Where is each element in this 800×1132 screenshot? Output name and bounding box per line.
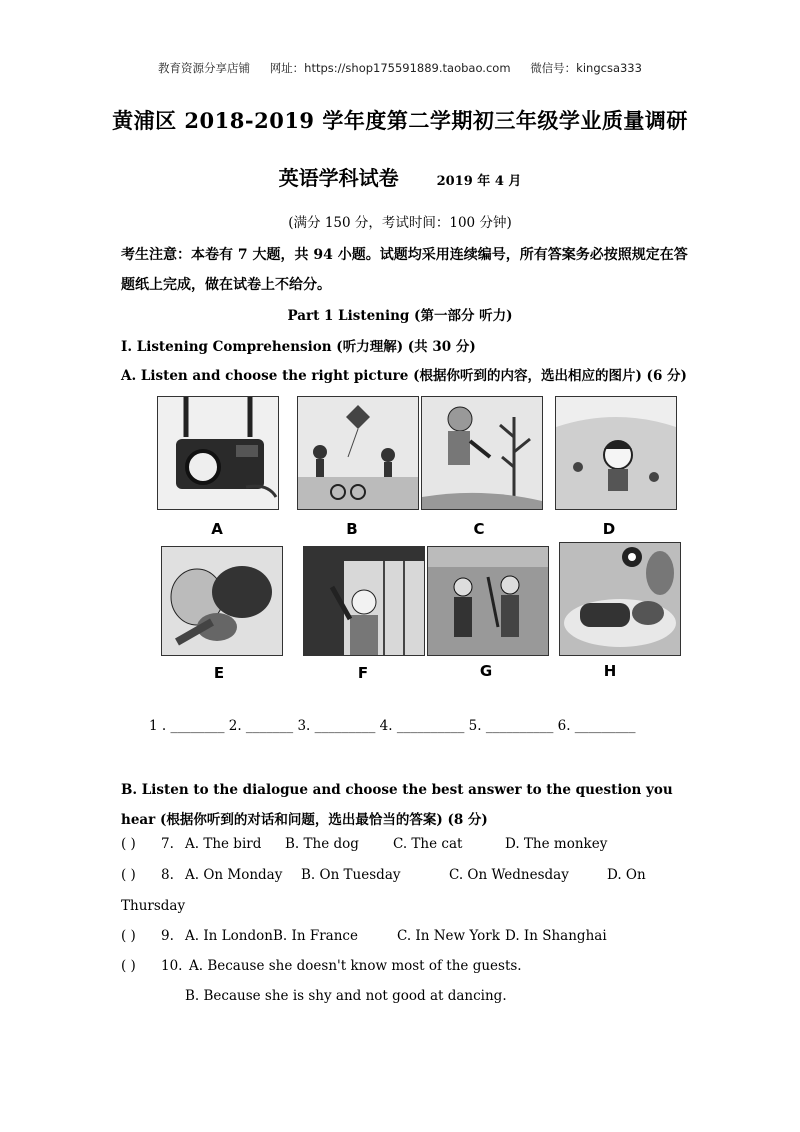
option-a: A. Because she doesn't know most of the guests. <box>189 958 522 974</box>
option-c: C. The cat <box>393 836 463 852</box>
answer-paren: ( ) <box>121 836 136 852</box>
exam-date: 2019 年 4 月 <box>436 174 522 189</box>
vegetables-picture <box>161 546 283 656</box>
option-a: A. In London <box>185 928 273 944</box>
question-8 <box>121 867 646 883</box>
answer-paren: ( ) <box>121 867 136 883</box>
section-heading: I. Listening Comprehension (听力理解) (共 30 分) <box>121 339 476 355</box>
option-a: A. On Monday <box>185 867 283 883</box>
question-10-option-b: B. Because she is shy and not good at dancing. <box>185 988 507 1004</box>
picture-label: C <box>473 520 485 538</box>
subject-title: 英语学科试卷 <box>278 166 399 190</box>
option-b: B. On Tuesday <box>301 867 401 883</box>
exam-subtitle <box>0 162 800 191</box>
picture-label: F <box>357 664 369 682</box>
answer-paren: ( ) <box>121 958 136 974</box>
camera-picture <box>157 396 279 510</box>
answer-blanks: 1 . ________ 2. _______ 3. _________ 4. __________ 5. __________ 6. _________ <box>149 718 636 734</box>
option-d: D. The monkey <box>505 836 608 852</box>
score-info: (满分 150 分，考试时间：100 分钟) <box>288 215 512 231</box>
girl-garden-picture <box>555 396 677 510</box>
bookshelf-boy-picture <box>303 546 425 656</box>
option-c: C. On Wednesday <box>449 867 569 883</box>
kite-park-picture <box>297 396 419 510</box>
picture-grid <box>157 396 667 686</box>
question-number: 10. <box>161 958 183 974</box>
question-number: 8. <box>161 867 174 883</box>
page-header <box>0 60 800 76</box>
option-a: A. The bird <box>185 836 262 852</box>
question-9 <box>121 928 607 944</box>
question-number: 7. <box>161 836 174 852</box>
option-d: D. In Shanghai <box>505 928 607 944</box>
section-a-heading: A. Listen and choose the right picture (根据你听到的内容，选出相应的图片) (6 分) <box>121 368 687 384</box>
picture-label: A <box>211 520 223 538</box>
picture-label: G <box>479 662 493 680</box>
picture-label: H <box>603 662 617 680</box>
exam-title: 黄浦区 2018-2019 学年度第二学期初三年级学业质量调研 <box>112 108 688 133</box>
picture-label: D <box>602 520 616 538</box>
planting-tree-picture <box>421 396 543 510</box>
shop-url: 网址：https://shop175591889.taobao.com <box>269 61 511 75</box>
option-d: D. On <box>607 867 646 883</box>
shop-name: 教育资源分享店铺 <box>158 61 251 75</box>
part-heading: Part 1 Listening (第一部分 听力) <box>287 308 513 324</box>
question-7 <box>121 836 607 852</box>
painters-picture <box>427 546 549 656</box>
question-10 <box>121 958 522 974</box>
picture-label: E <box>213 664 225 682</box>
question-8-continuation: Thursday <box>121 898 186 914</box>
answer-paren: ( ) <box>121 928 136 944</box>
wechat-id: 微信号：kingcsa333 <box>530 61 642 75</box>
exam-notice: 考生注意：本卷有 7 大题，共 94 小题。试题均采用连续编号，所有答案务必按照规定在答题纸上完成，做在试卷上不给分。 <box>121 247 688 293</box>
question-number: 9. <box>161 928 174 944</box>
picture-label: B <box>346 520 358 538</box>
option-c: C. In New York <box>397 928 500 944</box>
meat-food-picture <box>559 542 681 656</box>
section-b-heading: B. Listen to the dialogue and choose the best answer to the question you hear (根据你听到的对话和问题，选出最恰当的答案) (8 分) <box>121 782 673 828</box>
option-b: B. The dog <box>285 836 359 852</box>
option-b: B. In France <box>273 928 358 944</box>
